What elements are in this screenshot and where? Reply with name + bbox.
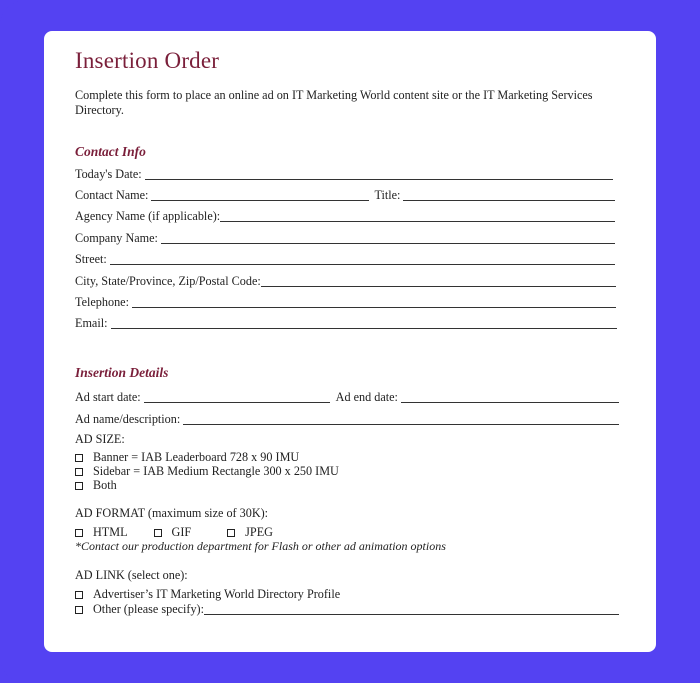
street-field[interactable]	[110, 253, 615, 265]
checkbox-icon[interactable]	[75, 606, 83, 614]
checkbox-icon[interactable]	[75, 529, 83, 537]
telephone-row	[75, 294, 616, 310]
ad-size-option-banner[interactable]	[75, 450, 299, 465]
ad-format-option-label: JPEG	[245, 525, 273, 539]
todays-date-label: Today's Date:	[75, 167, 142, 181]
ad-link-other-field[interactable]	[204, 603, 619, 615]
ad-link-label: AD LINK (select one):	[75, 568, 188, 582]
ad-dates-row	[75, 389, 619, 405]
ad-start-date-label: Ad start date:	[75, 390, 141, 404]
ad-format-option-jpeg[interactable]	[227, 525, 273, 540]
city-state-zip-row	[75, 273, 616, 289]
ad-link-option-directory-profile[interactable]	[75, 587, 340, 602]
company-name-field[interactable]	[161, 232, 615, 244]
email-row	[75, 315, 617, 331]
agency-name-row	[75, 208, 615, 224]
checkbox-icon[interactable]	[75, 591, 83, 599]
ad-end-date-field[interactable]	[401, 391, 619, 403]
city-state-zip-field[interactable]	[261, 275, 616, 287]
company-name-row	[75, 230, 615, 246]
street-label: Street:	[75, 252, 107, 266]
ad-name-label: Ad name/description:	[75, 412, 181, 426]
ad-start-date-field[interactable]	[144, 391, 330, 403]
email-label: Email:	[75, 316, 108, 330]
telephone-label: Telephone:	[75, 295, 129, 309]
company-name-label: Company Name:	[75, 231, 158, 245]
ad-size-option-label: Both	[93, 478, 117, 492]
checkbox-icon[interactable]	[75, 454, 83, 462]
document-sheet	[44, 31, 656, 652]
telephone-field[interactable]	[132, 296, 616, 308]
agency-name-label: Agency Name (if applicable):	[75, 209, 221, 223]
title-field[interactable]	[403, 189, 615, 201]
title-label: Title:	[374, 188, 401, 202]
ad-size-option-label: Banner = IAB Leaderboard 728 x 90 IMU	[93, 450, 300, 464]
ad-name-field[interactable]	[183, 413, 619, 425]
page-title: Insertion Order	[75, 48, 220, 73]
ad-format-note: *Contact our production department for Flash or other ad animation options	[75, 539, 446, 553]
street-row	[75, 251, 615, 267]
checkbox-icon[interactable]	[227, 529, 235, 537]
ad-format-option-label: GIF	[171, 525, 192, 539]
checkbox-icon[interactable]	[75, 468, 83, 476]
agency-name-field[interactable]	[220, 210, 615, 222]
ad-end-date-label: Ad end date:	[335, 390, 398, 404]
ad-format-label: AD FORMAT (maximum size of 30K):	[75, 506, 269, 520]
contact-name-label: Contact Name:	[75, 188, 149, 202]
contact-name-field[interactable]	[151, 189, 369, 201]
ad-name-row	[75, 411, 619, 427]
todays-date-row	[75, 166, 613, 182]
ad-link-option-label: Advertiser’s IT Marketing World Directory Profile	[93, 587, 341, 601]
email-field[interactable]	[111, 317, 618, 329]
ad-link-option-other[interactable]	[75, 601, 619, 617]
todays-date-field[interactable]	[145, 168, 613, 180]
checkbox-icon[interactable]	[154, 529, 162, 537]
ad-size-label: AD SIZE:	[75, 432, 125, 446]
ad-link-option-label: Other (please specify):	[93, 602, 204, 616]
intro-text: Complete this form to place an online ad on IT Marketing World content site or the IT Marketing Services Directory.	[75, 88, 593, 117]
contact-info-heading: Contact Info	[75, 144, 146, 159]
ad-size-option-sidebar[interactable]	[75, 464, 339, 479]
ad-size-option-both[interactable]	[75, 478, 117, 493]
ad-format-option-label: HTML	[93, 525, 128, 539]
ad-format-option-html[interactable]	[75, 525, 128, 540]
ad-size-option-label: Sidebar = IAB Medium Rectangle 300 x 250 IMU	[93, 464, 339, 478]
checkbox-icon[interactable]	[75, 482, 83, 490]
contact-name-row	[75, 187, 615, 203]
ad-format-options	[75, 525, 301, 540]
insertion-details-heading: Insertion Details	[75, 365, 169, 380]
city-state-zip-label: City, State/Province, Zip/Postal Code:	[75, 274, 261, 288]
ad-format-option-gif[interactable]	[154, 525, 192, 540]
